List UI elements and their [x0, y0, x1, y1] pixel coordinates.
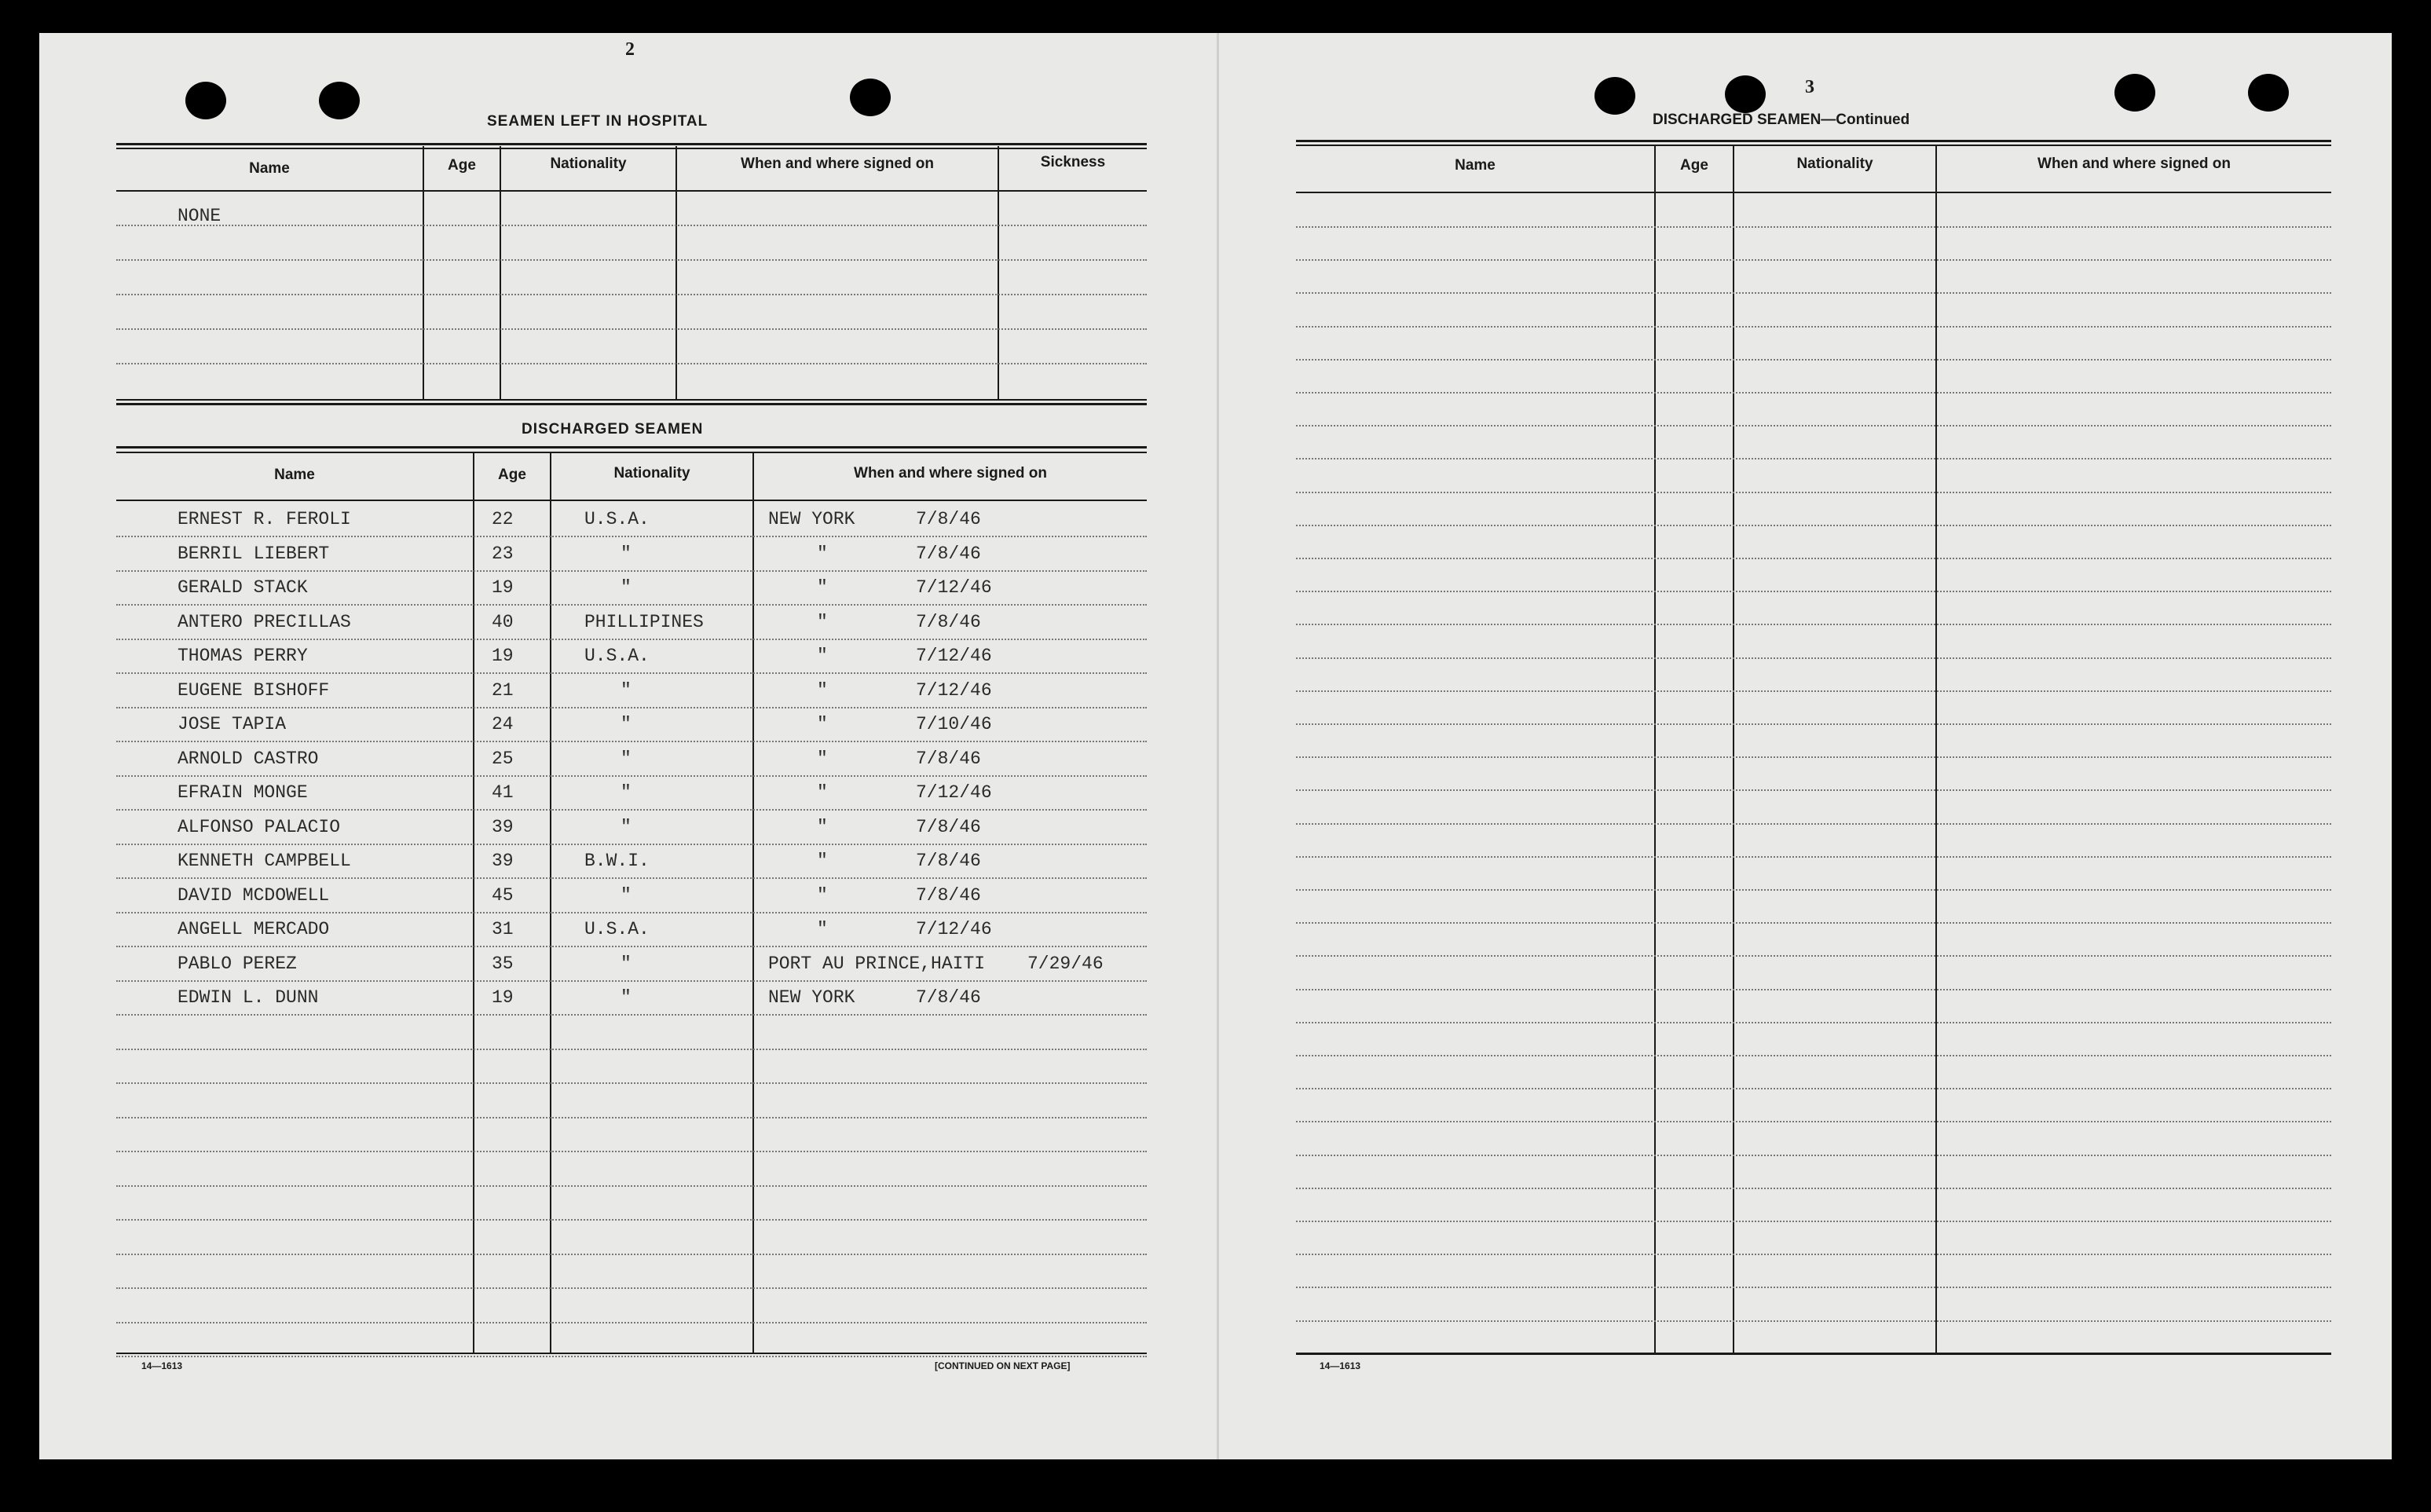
hospital-section-title: SEAMEN LEFT IN HOSPITAL: [487, 113, 708, 130]
signed-on-place: ": [817, 680, 828, 701]
seaman-age: 41: [492, 782, 514, 803]
discharged-section-title: DISCHARGED SEAMEN: [522, 421, 704, 437]
signed-on-place: ": [817, 817, 828, 837]
continued-col-name: Name: [1455, 157, 1496, 174]
discharged-col-name: Name: [274, 467, 315, 483]
continued-note: [CONTINUED ON NEXT PAGE]: [935, 1360, 1071, 1371]
seaman-age: 39: [492, 817, 514, 837]
seaman-nationality: ": [621, 782, 632, 803]
continued-col-age: Age: [1680, 157, 1708, 174]
seaman-nationality: ": [621, 680, 632, 701]
seaman-nationality: B.W.I.: [584, 851, 650, 871]
seaman-nationality: U.S.A.: [584, 646, 650, 666]
signed-on-place: ": [817, 851, 828, 871]
page-number-right: 3: [1805, 77, 1814, 97]
signed-on-place: ": [817, 544, 828, 564]
seaman-nationality: ": [621, 987, 632, 1008]
signed-on-date: 7/8/46: [916, 885, 981, 906]
signed-on-place: PORT AU PRINCE,HAITI: [768, 954, 986, 974]
discharged-col-signed-on: When and where signed on: [854, 465, 1047, 481]
seaman-name: ANTERO PRECILLAS: [178, 612, 351, 632]
signed-on-date: 7/12/46: [916, 680, 992, 701]
seaman-nationality: ": [621, 817, 632, 837]
hospital-col-signed-on: When and where signed on: [741, 156, 934, 172]
seaman-age: 45: [492, 885, 514, 906]
punch-hole: [2114, 74, 2155, 112]
seaman-age: 25: [492, 749, 514, 769]
punch-hole: [1594, 77, 1635, 115]
signed-on-place: ": [817, 749, 828, 769]
signed-on-date: 7/8/46: [916, 612, 981, 632]
continued-col-signed-on: When and where signed on: [2037, 156, 2231, 172]
signed-on-place: ": [817, 577, 828, 598]
signed-on-place: ": [817, 646, 828, 666]
signed-on-date: 7/8/46: [916, 987, 981, 1008]
hospital-entry: NONE: [178, 206, 221, 226]
seaman-name: THOMAS PERRY: [178, 646, 308, 666]
seaman-nationality: ": [621, 544, 632, 564]
seaman-nationality: ": [621, 714, 632, 734]
signed-on-date: 7/29/46: [1027, 954, 1104, 974]
punch-hole: [850, 79, 891, 116]
signed-on-place: ": [817, 612, 828, 632]
seaman-name: EDWIN L. DUNN: [178, 987, 319, 1008]
signed-on-date: 7/12/46: [916, 919, 992, 939]
seaman-nationality: ": [621, 885, 632, 906]
seaman-age: 19: [492, 646, 514, 666]
signed-on-date: 7/8/46: [916, 817, 981, 837]
punch-hole: [185, 82, 226, 119]
seaman-nationality: U.S.A.: [584, 919, 650, 939]
seaman-age: 31: [492, 919, 514, 939]
seaman-name: DAVID MCDOWELL: [178, 885, 330, 906]
seaman-age: 22: [492, 509, 514, 529]
signed-on-date: 7/8/46: [916, 851, 981, 871]
page-fold: [1217, 33, 1219, 1459]
signed-on-place: ": [817, 885, 828, 906]
hospital-col-age: Age: [448, 157, 476, 174]
seaman-age: 23: [492, 544, 514, 564]
seaman-name: ARNOLD CASTRO: [178, 749, 319, 769]
form-number-left: 14—1613: [141, 1360, 183, 1371]
signed-on-place: NEW YORK: [768, 987, 855, 1008]
seaman-name: ERNEST R. FEROLI: [178, 509, 351, 529]
seaman-age: 24: [492, 714, 514, 734]
signed-on-place: NEW YORK: [768, 509, 855, 529]
hospital-col-name: Name: [249, 160, 290, 177]
seaman-nationality: ": [621, 749, 632, 769]
continued-col-nationality: Nationality: [1796, 156, 1873, 172]
seaman-name: KENNETH CAMPBELL: [178, 851, 351, 871]
seaman-name: JOSE TAPIA: [178, 714, 287, 734]
signed-on-date: 7/8/46: [916, 544, 981, 564]
seaman-age: 21: [492, 680, 514, 701]
seaman-name: ANGELL MERCADO: [178, 919, 330, 939]
seaman-name: EFRAIN MONGE: [178, 782, 308, 803]
right-page: [1217, 33, 2392, 1459]
punch-hole: [319, 82, 360, 119]
seaman-age: 39: [492, 851, 514, 871]
discharged-col-nationality: Nationality: [613, 465, 690, 481]
signed-on-date: 7/12/46: [916, 646, 992, 666]
page-number-left: 2: [625, 39, 635, 60]
left-page: [39, 33, 1217, 1459]
seaman-name: PABLO PEREZ: [178, 954, 297, 974]
signed-on-date: 7/12/46: [916, 577, 992, 598]
punch-hole: [2248, 74, 2289, 112]
seaman-name: EUGENE BISHOFF: [178, 680, 330, 701]
seaman-name: ALFONSO PALACIO: [178, 817, 341, 837]
signed-on-place: ": [817, 714, 828, 734]
signed-on-place: ": [817, 782, 828, 803]
discharged-col-age: Age: [498, 467, 526, 483]
signed-on-date: 7/8/46: [916, 509, 981, 529]
seaman-nationality: ": [621, 954, 632, 974]
seaman-age: 19: [492, 577, 514, 598]
seaman-age: 19: [492, 987, 514, 1008]
seaman-name: GERALD STACK: [178, 577, 308, 598]
seaman-age: 35: [492, 954, 514, 974]
seaman-nationality: U.S.A.: [584, 509, 650, 529]
punch-hole: [1725, 75, 1766, 113]
form-number-right: 14—1613: [1320, 1360, 1361, 1371]
hospital-col-sickness: Sickness: [1040, 154, 1106, 170]
signed-on-place: ": [817, 919, 828, 939]
signed-on-date: 7/10/46: [916, 714, 992, 734]
seaman-name: BERRIL LIEBERT: [178, 544, 330, 564]
hospital-col-nationality: Nationality: [550, 156, 627, 172]
signed-on-date: 7/12/46: [916, 782, 992, 803]
seaman-nationality: PHILLIPINES: [584, 612, 704, 632]
seaman-nationality: ": [621, 577, 632, 598]
seaman-age: 40: [492, 612, 514, 632]
continued-section-title: DISCHARGED SEAMEN—Continued: [1653, 112, 1910, 128]
signed-on-date: 7/8/46: [916, 749, 981, 769]
